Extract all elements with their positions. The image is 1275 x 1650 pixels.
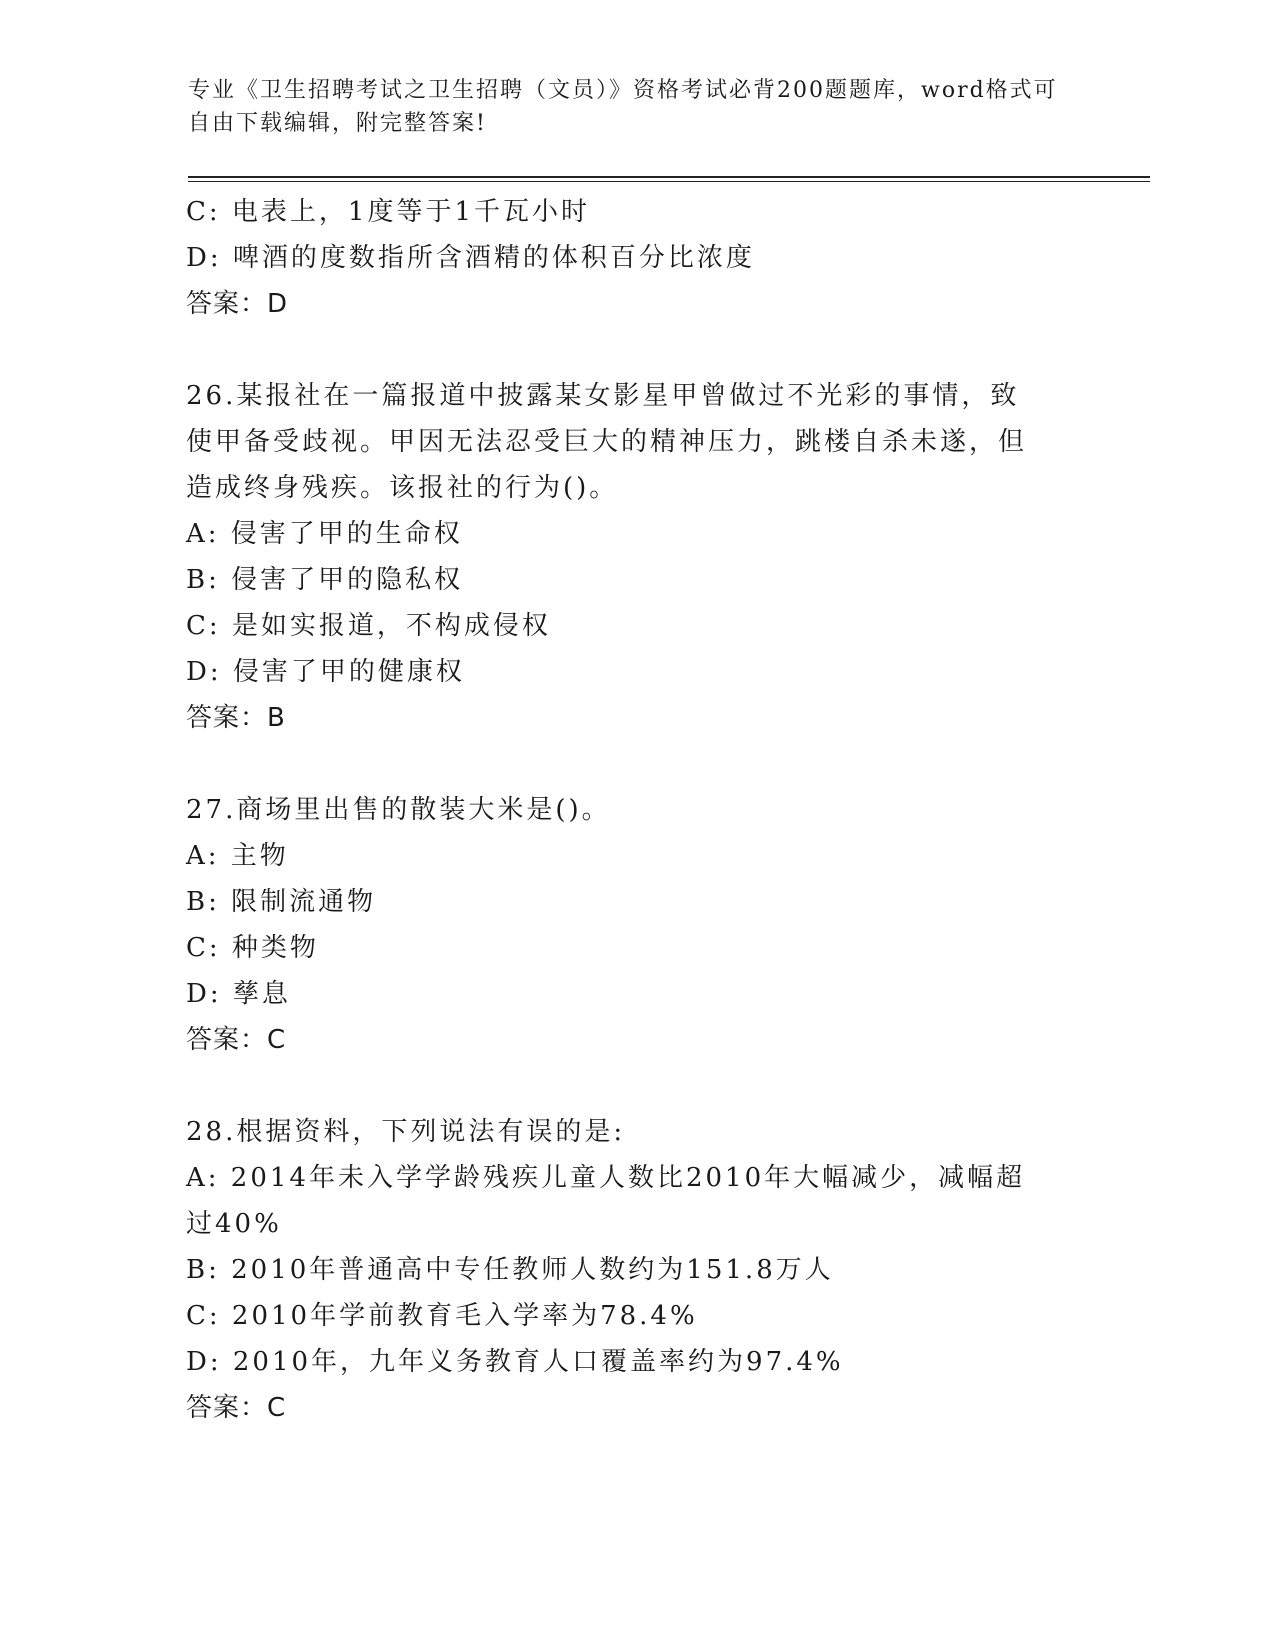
question-28 <box>186 1109 1086 1431</box>
option-d: D: 侵害了甲的健康权 <box>186 657 465 687</box>
option-a: A: 侵害了甲的生命权 <box>186 519 463 549</box>
option-d: D: 孳息 <box>186 979 291 1009</box>
option-d: D: 啤酒的度数指所含酒精的体积百分比浓度 <box>186 243 755 273</box>
question-content <box>186 189 1086 1477</box>
option-d: D: 2010年，九年义务教育人口覆盖率约为97.4% <box>186 1347 844 1377</box>
answer-label: 答案：C <box>186 1025 287 1055</box>
option-a: A: 2014年未入学学龄残疾儿童人数比2010年大幅减少，减幅超过40% <box>186 1163 1026 1239</box>
question-stem: 26.某报社在一篇报道中披露某女影星甲曾做过不光彩的事情，致使甲备受歧视。甲因无法忍受巨大的精神压力，跳楼自杀未遂，但造成终身残疾。该报社的行为()。 <box>186 381 1028 503</box>
header-divider-thin <box>188 181 1150 182</box>
answer-label: 答案：C <box>186 1393 287 1423</box>
option-b: B: 限制流通物 <box>186 887 377 917</box>
question-stem: 27.商场里出售的散装大米是()。 <box>186 795 611 825</box>
question-25-tail <box>186 189 1086 327</box>
option-c: C: 2010年学前教育毛入学率为78.4% <box>186 1301 698 1331</box>
option-b: B: 2010年普通高中专任教师人数约为151.8万人 <box>186 1255 834 1285</box>
document-header: 专业《卫生招聘考试之卫生招聘（文员）》资格考试必背200题题库，word格式可自由下载编辑，附完整答案! <box>188 78 1058 136</box>
question-stem: 28.根据资料，下列说法有误的是: <box>186 1117 626 1147</box>
header-divider-thick <box>188 176 1150 178</box>
option-c: C: 电表上，1度等于1千瓦小时 <box>186 197 591 227</box>
answer-label: 答案：B <box>186 703 286 733</box>
option-a: A: 主物 <box>186 841 289 871</box>
answer-label: 答案：D <box>186 289 289 319</box>
option-c: C: 种类物 <box>186 933 319 963</box>
question-26 <box>186 373 1086 741</box>
question-27 <box>186 787 1086 1063</box>
option-b: B: 侵害了甲的隐私权 <box>186 565 464 595</box>
option-c: C: 是如实报道，不构成侵权 <box>186 611 551 641</box>
